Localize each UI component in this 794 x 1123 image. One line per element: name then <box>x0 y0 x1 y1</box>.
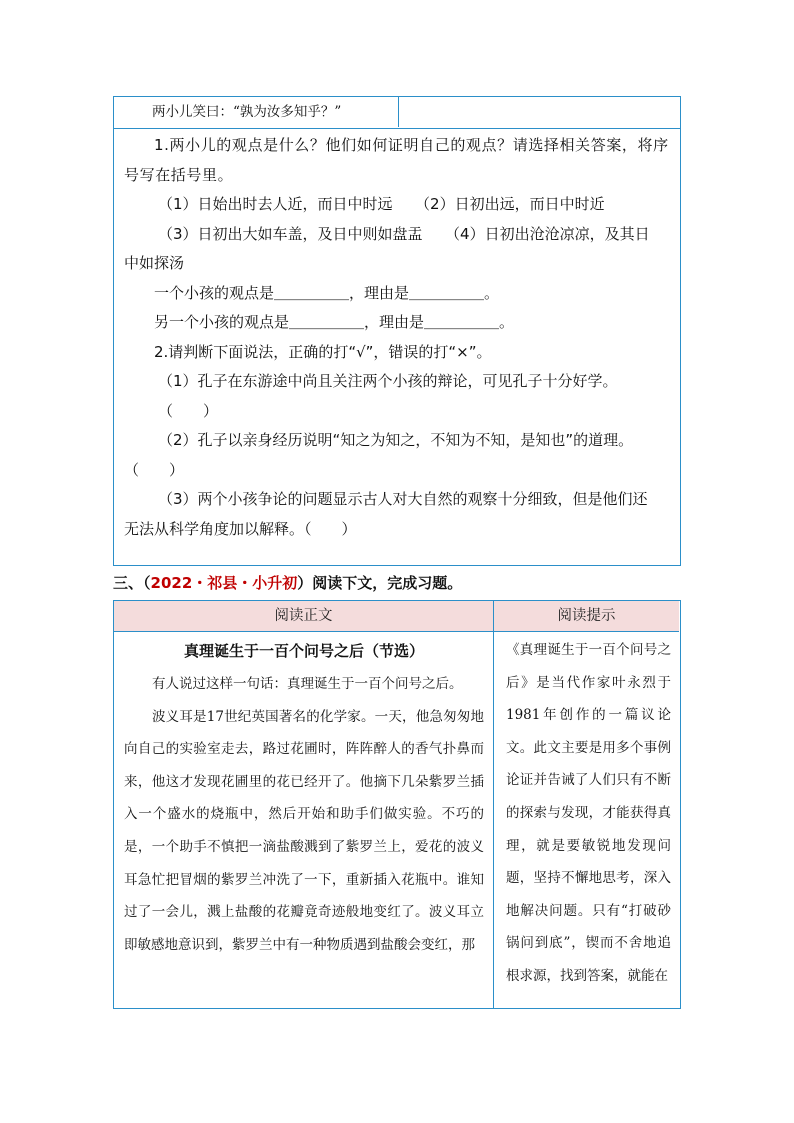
quote-cell: 两小儿笑曰：“孰为汝多知乎？” <box>114 97 399 127</box>
section-3-source: 2022・祁县・小升初 <box>150 574 298 592</box>
statement-1-blank[interactable]: （ ） <box>158 401 219 420</box>
question-2: 2.请判断下面说法，正确的打“√”，错误的打“×”。 <box>154 342 492 361</box>
quote-row <box>114 97 680 129</box>
questions-cell <box>114 129 680 544</box>
question-1-line-1: 1.两小儿的观点是什么？他们如何证明自己的观点？请选择相关答案，将序 <box>154 136 669 154</box>
exercise-table-1 <box>113 96 681 566</box>
article-title: 真理诞生于一百个问号之后（节选） <box>183 642 424 660</box>
statement-2: （2）孔子以亲身经历说明“知之为知之，不知为不知，是知也”的道理。 <box>158 431 634 449</box>
article-paragraph-2: 波义耳是17世纪英国著名的化学家。一天，他急匆匆地向自己的实验室走去，路过花圃时，阵阵醉人的香气扑鼻而来，他这才发现花圃里的花已经开了。他摘下几朵紫罗兰插入一个盛水的烧瓶中，然后开始和助手们做实验。不巧的是，一个助手不慎把一滴盐酸溅到了紫罗兰上，爱花的波义耳急忙把冒烟的紫罗兰冲洗了一下，重新插入花瓶中。谁知过了一会儿，溅上盐酸的花瓣竟奇迹般地变红了。波义耳立即敏感地意识到，紫罗兰中有一种物质遇到盐酸会变红，那 <box>124 708 484 953</box>
header-reading-text: 阅读正文 <box>114 601 494 632</box>
statement-2-blank[interactable]: （ ） <box>124 460 185 479</box>
child-2-answer: 另一个小孩的观点是＿＿＿＿＿，理由是＿＿＿＿＿。 <box>154 313 515 331</box>
section-3-suffix: ）阅读下文，完成习题。 <box>297 574 463 592</box>
hint-text: 《真理诞生于一百个问号之后》是当代作家叶永烈于1981年创作的一篇议论文。此文主要是用多个事例论证并告诫了人们只有不断的探索与发现，才能获得真理，就是要敏锐地发现问题，坚持不懈地思考，深入地解决问题。只有“打破砂锅问到底”，锲而不舍地追根求源，找到答案，就能在 <box>506 642 671 984</box>
reading-text-column <box>114 632 494 1008</box>
option-line-1: （1）日始出时去人近，而日中时远 （2）日初出远，而日中时近 <box>158 195 605 213</box>
article-paragraph-1: 有人说过这样一句话：真理诞生于一百个问号之后。 <box>152 676 463 692</box>
child-1-answer: 一个小孩的观点是＿＿＿＿＿，理由是＿＿＿＿＿。 <box>154 283 500 302</box>
statement-3-line-2[interactable]: 无法从科学角度加以解释。（ ） <box>124 519 357 538</box>
statement-1: （1）孔子在东游途中尚且关注两个小孩的辩论，可见孔子十分好学。 <box>158 372 618 390</box>
header-reading-hint: 阅读提示 <box>494 601 679 632</box>
section-3-heading <box>113 572 462 593</box>
option-line-2: （3）日初出大如车盖，及日中则如盘盂 （4）日初出沧沧凉凉，及其日 <box>158 224 650 243</box>
section-3-prefix: 三、（ <box>113 574 151 592</box>
option-line-3: 中如探汤 <box>124 254 185 272</box>
statement-3: （3）两个小孩争论的问题显示古人对大自然的观察十分细致，但是他们还 <box>158 490 648 508</box>
question-1 <box>124 131 670 190</box>
reading-table <box>113 600 681 1009</box>
question-1-line-2: 号写在括号里。 <box>124 165 234 184</box>
reading-hint-column <box>494 632 679 1008</box>
